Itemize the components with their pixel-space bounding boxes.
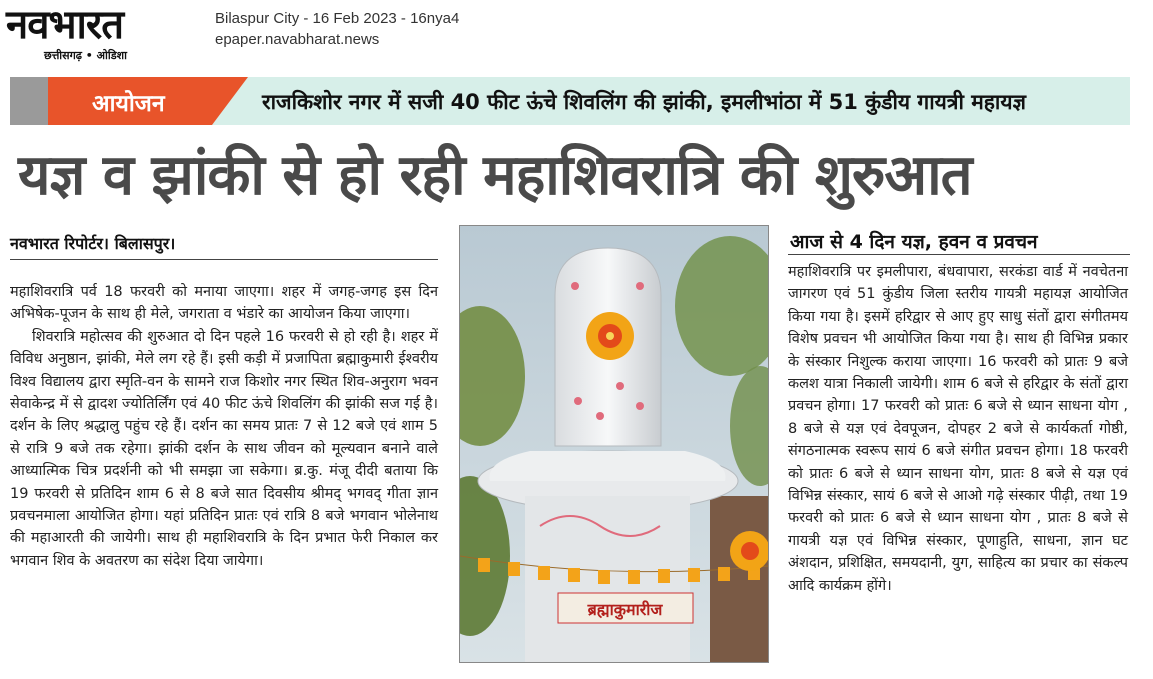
left-column-body: [10, 281, 438, 572]
newspaper-logo: नवभारत: [6, 2, 124, 48]
photo-banner-text: ब्रह्माकुमारीज: [587, 600, 663, 619]
shivling-photo: [459, 225, 769, 663]
headline: यज्ञ व झांकी से हो रही महाशिवरात्रि की शुरुआत: [18, 143, 972, 208]
byline-divider: [10, 259, 438, 260]
kicker-accent-block: [10, 77, 52, 125]
kicker-text: राजकिशोर नगर में सजी 40 फीट ऊंचे शिवलिंग की झांकी, इमलीभांठा में 51 कुंडीय गायत्री महायज्ञ: [262, 90, 1026, 114]
byline: नवभारत रिपोर्टर। बिलासपुर।: [10, 234, 176, 253]
paragraph: महाशिवरात्रि पर्व 18 फरवरी को मनाया जाएगा। शहर में जगह-जगह इस दिन अभिषेक-पूजन के साथ ही मेले, जगराता व भंडारे का आयोजन किया जाएगा।: [10, 284, 438, 323]
logo-subtitle: छत्तीसगढ़ • ओडिशा: [44, 49, 127, 62]
shivling-illustration: [460, 226, 768, 662]
sidebar-divider: [788, 254, 1130, 255]
epaper-site-link[interactable]: epaper.navabharat.news: [215, 31, 380, 48]
sidebar-body: [788, 261, 1128, 597]
kicker-tag: आयोजन: [92, 91, 165, 117]
edition-info: Bilaspur City - 16 Feb 2023 - 16nya4: [215, 10, 460, 27]
paragraph: महाशिवरात्रि पर इमलीपारा, बंधवापारा, सरकंडा वार्ड में नवचेतना जागरण एवं 51 कुंडीय जिला स्तरीय गायत्री महायज्ञ आयोजित किया गया है। इसमें हरिद्वार से आए हुए साधु संतों द्वारा संगीतमय विशेष प्रवचन भी आयोजित किया गया है। साथ ही विभिन्न प्रकार के संस्कार निशुल्क कराया जाएगा। 16 फरवरी को प्रातः 9 बजे कलश यात्रा निकाली जायेगी। शाम 6 बजे से हरिद्वार के संतों द्वारा प्रवचन होगा। 17 फरवरी को प्रातः 6 बजे से ध्यान साधना योग , 8 बजे से यज्ञ एवं देवपूजन, दोपहर 2 बजे से कार्यकर्ता गोष्ठी, संगठनात्मक स्वरूप सायं 6 बजे संगीत प्रवचन होगा। 18 फरवरी को प्रातः 6 बजे से ध्यान साधना योग, प्रातः 8 बजे से यज्ञ एवं विभिन्न संस्कार, सायं 6 बजे से आओ गढ़े संस्कार पीढ़ी, तथा 19 फरवरी को प्रातः 6 बजे से ध्यान साधना योग , प्रातः 8 बजे से गायत्री यज्ञ एवं विभिन्न संस्कार, पूणाहुति, साधना, ज्ञान घट अंशदान, प्रशिक्षित, समयदानी, युग, साहित्य का प्रचार का संकल्प आदि कार्यक्रम होंगे।: [788, 264, 1128, 594]
paragraph: शिवरात्रि महोत्सव की शुरुआत दो दिन पहले 16 फरवरी से हो रही है। शहर में विविध अनुष्ठान, झांकी, मेले लग रहे हैं। इसी कड़ी में प्रजापिता ब्रह्माकुमारी ईश्वरीय विश्व विद्यालय द्वारा स्मृति-वन के सामने राज किशोर नगर स्थित शिव-अनुराग भवन सेवाकेन्द्र में से द्वादश ज्योतिर्लिंग एवं 40 फीट ऊंचे शिवलिंग की झांकी सज गई है। दर्शन के लिए श्रद्धालु पहुंच रहे हैं। दर्शन का समय प्रातः 7 से 12 बजे एवं शाम 5 से रात्रि 9 बजे तक रहेगा। झांकी दर्शन के साथ जीवन को मूल्यवान बनाने वाले आध्यात्मिक चित्र प्रदर्शनी को भी समझा जा सकेगा। ब्र.कु. मंजू दीदी बताया कि 19 फरवरी से प्रतिदिन शाम 6 से 8 बजे सात दिवसीय श्रीमद् भगवद् गीता ज्ञान प्रवचनमाला आयोजित होगा। यहां प्रतिदिन प्रातः एवं रात्रि 8 बजे भगवान भोलेनाथ की महाआरती की जायेगी। साथ ही महाशिवरात्रि के दिन प्रभात फेरी निकाल कर भगवान शिव के अवतरण का संदेश दिया जायेगा।: [10, 328, 438, 569]
sidebar-heading: आज से 4 दिन यज्ञ, हवन व प्रवचन: [790, 231, 1038, 253]
